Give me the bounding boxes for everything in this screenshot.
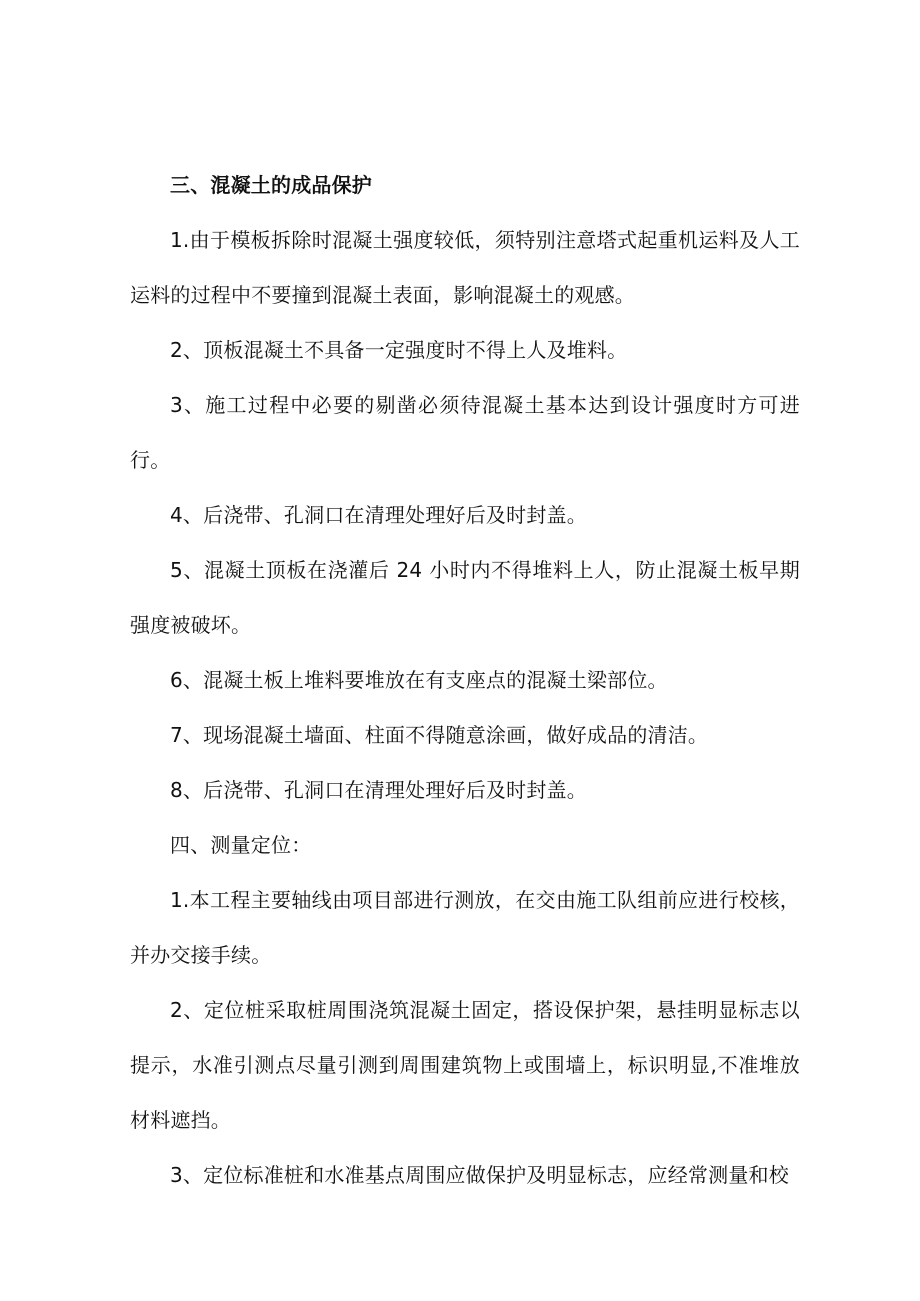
section-heading-finished-product-protection: 三、混凝土的成品保护 — [170, 173, 372, 197]
paragraph-item-1: 1.由于模板拆除时混凝土强度较低，须特别注意塔式起重机运料及人工运料的过程中不要撞到混凝土表面，影响混凝土的观感。 — [130, 228, 800, 307]
survey-paragraph-item-3: 3、定位标准桩和水准基点周围应做保护及明显标志，应经常测量和校 — [170, 1163, 789, 1187]
paragraph-item-8: 8、后浇带、孔洞口在清理处理好后及时封盖。 — [170, 778, 587, 802]
section-heading-survey-positioning: 四、测量定位： — [170, 833, 312, 857]
survey-paragraph-item-2: 2、定位桩采取桩周围浇筑混凝土固定，搭设保护架，悬挂明显标志以提示，水准引测点尽量引测到周围建筑物上或围墙上，标识明显,不准堆放材料遮挡。 — [130, 998, 800, 1132]
paragraph-item-7: 7、现场混凝土墙面、柱面不得随意涂画，做好成品的清洁。 — [170, 723, 709, 747]
paragraph-item-3: 3、施工过程中必要的剔凿必须待混凝土基本达到设计强度时方可进行。 — [130, 393, 800, 472]
paragraph-item-2: 2、顶板混凝土不具备一定强度时不得上人及堆料。 — [170, 338, 628, 362]
paragraph-item-5: 5、混凝土顶板在浇灌后 24 小时内不得堆料上人，防止混凝土板早期强度被破坏。 — [130, 558, 800, 637]
paragraph-item-6: 6、混凝土板上堆料要堆放在有支座点的混凝土梁部位。 — [170, 668, 668, 692]
document-body — [130, 158, 800, 1203]
paragraph-item-4: 4、后浇带、孔洞口在清理处理好后及时封盖。 — [170, 503, 587, 527]
survey-paragraph-item-1: 1.本工程主要轴线由项目部进行测放，在交由施工队组前应进行校核，并办交接手续。 — [130, 888, 800, 967]
